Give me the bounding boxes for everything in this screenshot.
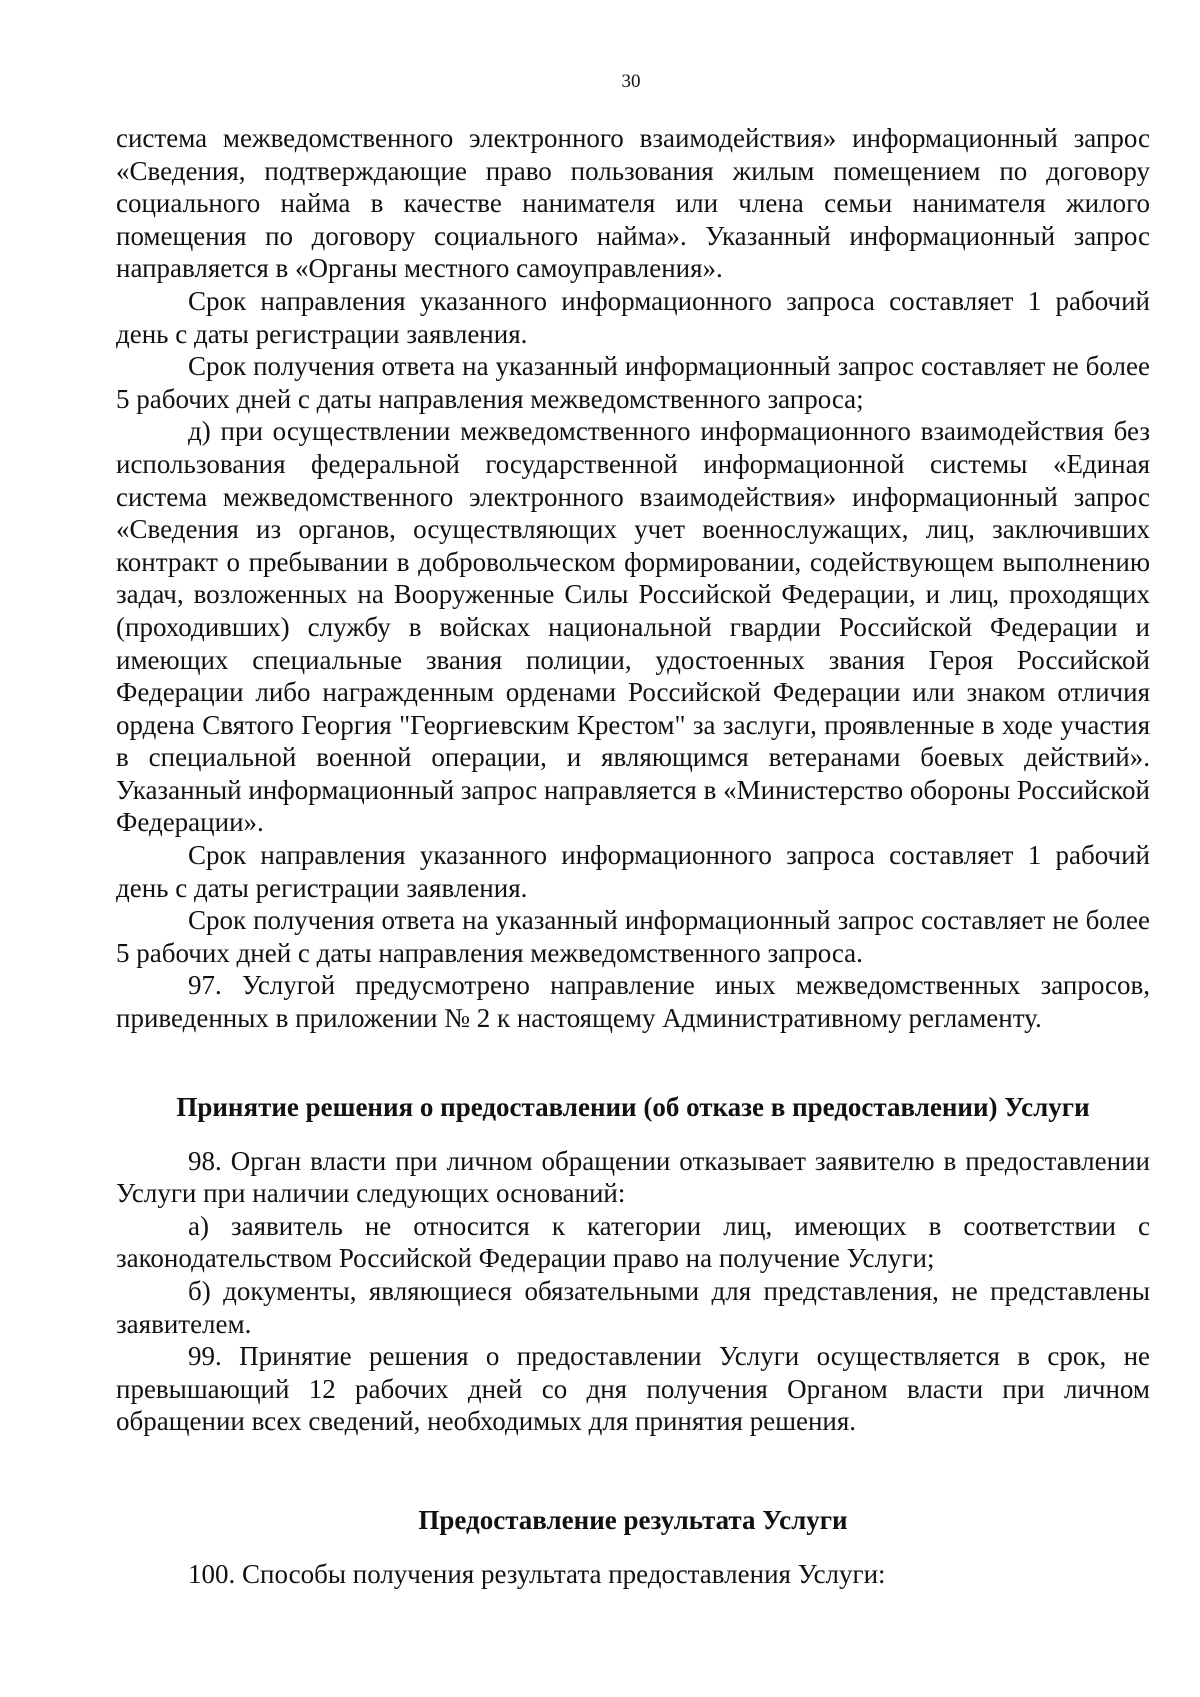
paragraph: б) документы, являющиеся обязательными для представления, не представлены заявителем. [116, 1276, 1150, 1339]
paragraph: Срок получения ответа на указанный информационный запрос составляет не более 5 рабочих дней с даты направления межведомственного запроса; [116, 351, 1150, 414]
paragraph: 97. Услугой предусмотрено направление иных межведомственных запросов, приведенных в приложении № 2 к настоящему Административному регламенту. [116, 970, 1150, 1034]
section-heading: Предоставление результата Услуги [418, 1504, 848, 1535]
paragraph: Срок направления указанного информационного запроса составляет 1 рабочий день с даты регистрации заявления. [116, 840, 1150, 903]
paragraph: 98. Орган власти при личном обращении отказывает заявителю в предоставлении Услуги при наличии следующих оснований: [116, 1145, 1150, 1209]
paragraph: 99. Принятие решения о предоставлении Услуги осуществляется в срок, не превышающий 12 рабочих дней со дня получения Органом власти при личном обращении всех сведений, необходимых для принятия решения. [116, 1341, 1150, 1437]
paragraph: Срок направления указанного информационного запроса составляет 1 рабочий день с даты регистрации заявления. [116, 285, 1150, 349]
paragraph: д) при осуществлении межведомственного информационного взаимодействия без использования федеральной государственной информационной системы «Единая система межведомственного электронного взаимодействия» информационный запрос «Сведения из органов, осуществляющих учет военнослужащих, лиц, заключивших контракт о пребывании в добровольческом формировании, содействующем выполнению задач, возложенных на Вооруженные Силы Российской Федерации, и лиц, проходящих (проходивших) службу в войсках национальной гвардии Российской Федерации и имеющих специальные звания полиции, удостоенных звания Героя Российской Федерации либо награжденным орденами Российской Федерации или знаком отличия ордена Святого Георгия "Георгиевским Крестом" за заслуги, проявленные в ходе участия в специальной военной операции, и являющимся ветеранами боевых действий». Указанный информационный запрос направляется в «Министерство обороны Российской Федерации». [116, 416, 1150, 838]
document-body [116, 122, 1150, 1591]
paragraph: 100. Способы получения результата предоставления Услуги: [188, 1558, 886, 1589]
paragraph: а) заявитель не относится к категории лиц, имеющих в соответствии с законодательством Российской Федерации право на получение Услуги; [116, 1210, 1150, 1274]
page-number: 30 [621, 71, 641, 92]
paragraph-continuation: система межведомственного электронного взаимодействия» информационный запрос «Сведения, подтверждающие право пользования жилым помещением по договору социального найма в качестве нанимателя или члена семьи нанимателя жилого помещения по договору социального найма». Указанный информационный запрос направляется в «Органы местного самоуправления». [116, 123, 1150, 284]
paragraph: Срок получения ответа на указанный информационный запрос составляет не более 5 рабочих дней с даты направления межведомственного запроса. [116, 905, 1150, 968]
section-heading: Принятие решения о предоставлении (об отказе в предоставлении) Услуги [176, 1091, 1090, 1122]
